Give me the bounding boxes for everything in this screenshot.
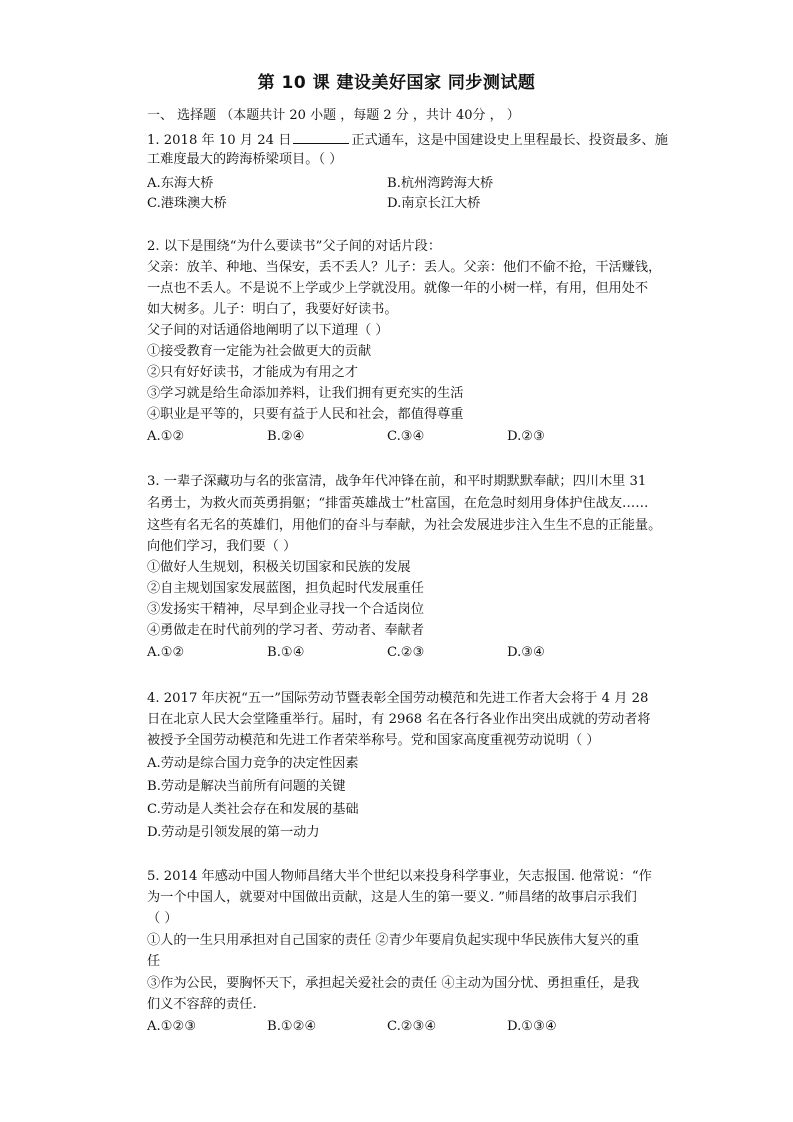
q5-statement: ①人的一生只用承担对自己国家的责任 ②青少年要肩负起实现中华民族伟大复兴的重	[147, 933, 640, 948]
q2-option-a: A.①②	[147, 429, 185, 444]
q4-option-b: B.劳动是解决当前所有问题的关键	[147, 779, 346, 794]
q3-option-c: C.②③	[387, 645, 425, 660]
q5-statement: 们义不容辞的责任.	[147, 997, 257, 1012]
q3-option-b: B.①④	[267, 645, 305, 660]
q2-statement: ②只有好好读书，才能成为有用之才	[147, 365, 358, 380]
q2-line: 一点也不丢人。不是说不上学或少上学就没用。就像一年的小树一样，有用，但用处不	[147, 281, 649, 296]
q3-line: 名勇士，为救火而英勇捐躯；“排雷英雄战士”杜富国，在危急时刻用身体护住战友……	[147, 496, 649, 511]
q4-line: 4. 2017 年庆祝“五一”国际劳动节暨表彰全国劳动模范和先进工作者大会将于 4 月 28	[147, 691, 649, 706]
q2-statement: ①接受教育一定能为社会做更大的贡献	[147, 344, 372, 359]
q5-option-a: A.①②③	[147, 1019, 197, 1034]
q5-statement: ③作为公民，要胸怀天下，承担起关爱社会的责任 ④主动为国分忧、勇担重任，是我	[147, 976, 640, 991]
q3-line: 向他们学习，我们要（ ）	[147, 539, 297, 554]
q1-stem-cont: 正式通车，这是中国建设史上里程最长、投资最多、施	[351, 133, 668, 148]
q2-option-c: C.③④	[387, 429, 425, 444]
q3-statement: ④勇做走在时代前列的学习者、劳动者、奉献者	[147, 623, 424, 638]
q5-statement: 任	[147, 954, 161, 969]
q2-line: 父子间的对话通俗地阐明了以下道理（ ）	[147, 323, 389, 338]
q3-option-d: D.③④	[507, 645, 545, 660]
q5-option-b: B.①②④	[267, 1019, 317, 1034]
q1-answer-blank	[293, 130, 349, 144]
q5-option-d: D.①③④	[507, 1019, 557, 1034]
q3-line: 3. 一辈子深藏功与名的张富清，战争年代冲锋在前，和平时期默默奉献；四川木里 31	[147, 474, 647, 489]
q4-option-c: C.劳动是人类社会存在和发展的基础	[147, 802, 359, 817]
q1-stem-start: 1. 2018 年 10 月 24 日	[147, 133, 292, 148]
q5-line: 为一个中国人，就要对中国做出贡献，这是人生的第一要义. ”师昌绪的故事启示我们	[147, 890, 637, 905]
q4-option-a: A.劳动是综合国力竞争的决定性因素	[147, 756, 359, 771]
q1-option-c: C.港珠澳大桥	[147, 196, 227, 211]
q3-option-a: A.①②	[147, 645, 185, 660]
q2-statement: ③学习就是给生命添加养料，让我们拥有更充实的生活	[147, 386, 464, 401]
q2-option-d: D.②③	[507, 429, 545, 444]
q5-option-c: C.②③④	[387, 1019, 437, 1034]
q1-line-2: 工难度最大的跨海桥梁项目。（ ）	[147, 152, 343, 167]
q2-line: 父亲：放羊、种地、当保安，丢不丢人？儿子：丢人。父亲：他们不偷不抢，干活赚钱，	[147, 260, 662, 275]
q1-option-a: A.东海大桥	[147, 176, 214, 191]
q3-line: 这些有名无名的英雄们，用他们的奋斗与奉献，为社会发展进步注入生生不息的正能量。	[147, 518, 662, 533]
q2-line: 如大树多。儿子：明白了，我要好好读书。	[147, 302, 398, 317]
q2-line: 2. 以下是围绕“为什么要读书”父子间的对话片段：	[147, 239, 442, 254]
q5-line: （ ）	[147, 911, 178, 926]
section-heading: 一、 选择题 （本题共计 20 小题 ，每题 2 分 ，共计 40分 ， ）	[147, 108, 520, 123]
q4-option-d: D.劳动是引领发展的第一动力	[147, 825, 320, 840]
q4-line: 被授予全国劳动模范和先进工作者荣举称号。党和国家高度重视劳动说明（ ）	[147, 733, 600, 748]
q5-line: 5. 2014 年感动中国人物师昌绪大半个世纪以来投身科学事业，矢志报国. 他常说：“作	[147, 869, 652, 884]
page-title: 第 10 课 建设美好国家 同步测试题	[257, 73, 536, 93]
q3-statement: ①做好人生规划，积极关切国家和民族的发展	[147, 560, 411, 575]
q2-statement: ④职业是平等的，只要有益于人民和社会，都值得尊重	[147, 407, 464, 422]
q4-line: 日在北京人民大会堂隆重举行。届时，有 2968 名在各行各业作出突出成就的劳动者将	[147, 712, 651, 727]
q1-option-d: D.南京长江大桥	[387, 196, 481, 211]
q3-statement: ③发扬实干精神，尽早到企业寻找一个合适岗位	[147, 602, 424, 617]
q3-statement: ②自主规划国家发展蓝图，担负起时代发展重任	[147, 581, 424, 596]
q1-line-1	[147, 130, 668, 150]
q1-option-b: B.杭州湾跨海大桥	[387, 176, 494, 191]
q2-option-b: B.②④	[267, 429, 305, 444]
